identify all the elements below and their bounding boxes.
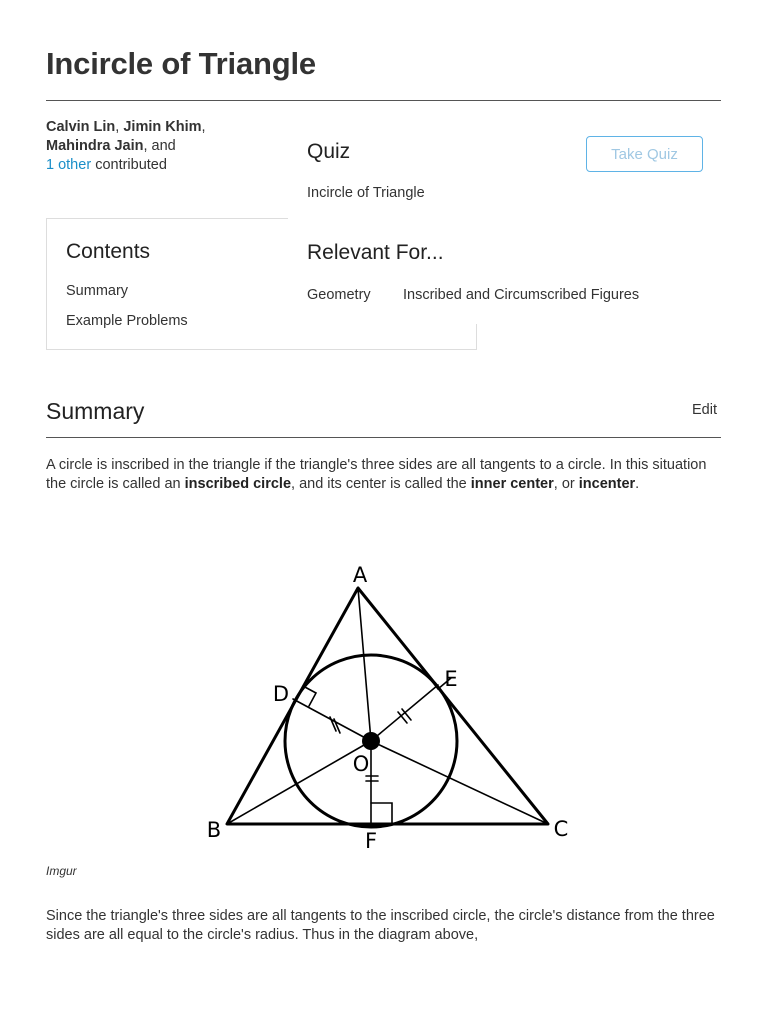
take-quiz-button[interactable]: Take Quiz [586,136,703,172]
contributor-name[interactable]: Calvin Lin [46,119,116,135]
contents-link-example-problems[interactable]: Example Problems [66,313,188,329]
other-contributors-link[interactable]: 1 other [46,157,92,173]
topic-link-inscribed-figures[interactable]: Inscribed and Circumscribed Figures [403,287,640,303]
label-e: E [444,667,458,691]
summary-heading: Summary [46,398,145,424]
summary-paragraph: A circle is inscribed in the triangle if the triangle's three sides are all tangents to a circle. In this situation the circle is called an inscribed circle, and its center is called the inner center, or incenter. [46,457,707,492]
incircle-diagram [190,556,590,856]
title-divider [46,100,721,101]
summary-divider [46,437,721,438]
relevant-title: Relevant For... [307,241,444,264]
contributor-name[interactable]: Mahindra Jain [46,138,144,154]
triangle-abc [227,588,548,824]
label-c: C [553,817,569,841]
label-f: F [364,829,378,853]
contents-link-summary[interactable]: Summary [66,283,129,299]
page-title: Incircle of Triangle [46,46,316,81]
label-d: D [272,682,290,706]
summary-paragraph-2: Since the triangle's three sides are all tangents to the inscribed circle, the circle's distance from the three sides are all equal to the circle's radius. Thus in the diagram above, [46,908,715,943]
edit-link[interactable]: Edit [692,402,717,418]
tick-od [334,719,340,733]
quiz-title: Quiz [307,140,351,163]
bisector-a [358,588,371,741]
contributor-name[interactable]: Jimin Khim [123,119,202,135]
contents-title: Contents [66,240,151,263]
incenter-point [362,732,380,750]
right-angle-f [371,803,392,824]
contributed-label: contributed [95,157,167,173]
label-b: B [206,818,222,842]
label-a: A [352,563,368,587]
label-o: O [352,752,370,776]
topic-link-geometry[interactable]: Geometry [307,287,371,303]
quiz-item[interactable]: Incircle of Triangle [307,185,425,201]
tick-od [330,717,336,731]
bisector-c [371,741,548,824]
right-angle-d [303,686,316,706]
image-credit: Imgur [46,864,77,878]
contributors: Calvin Lin, Jimin Khim, Mahindra Jain, and 1 other contributed [46,119,206,173]
